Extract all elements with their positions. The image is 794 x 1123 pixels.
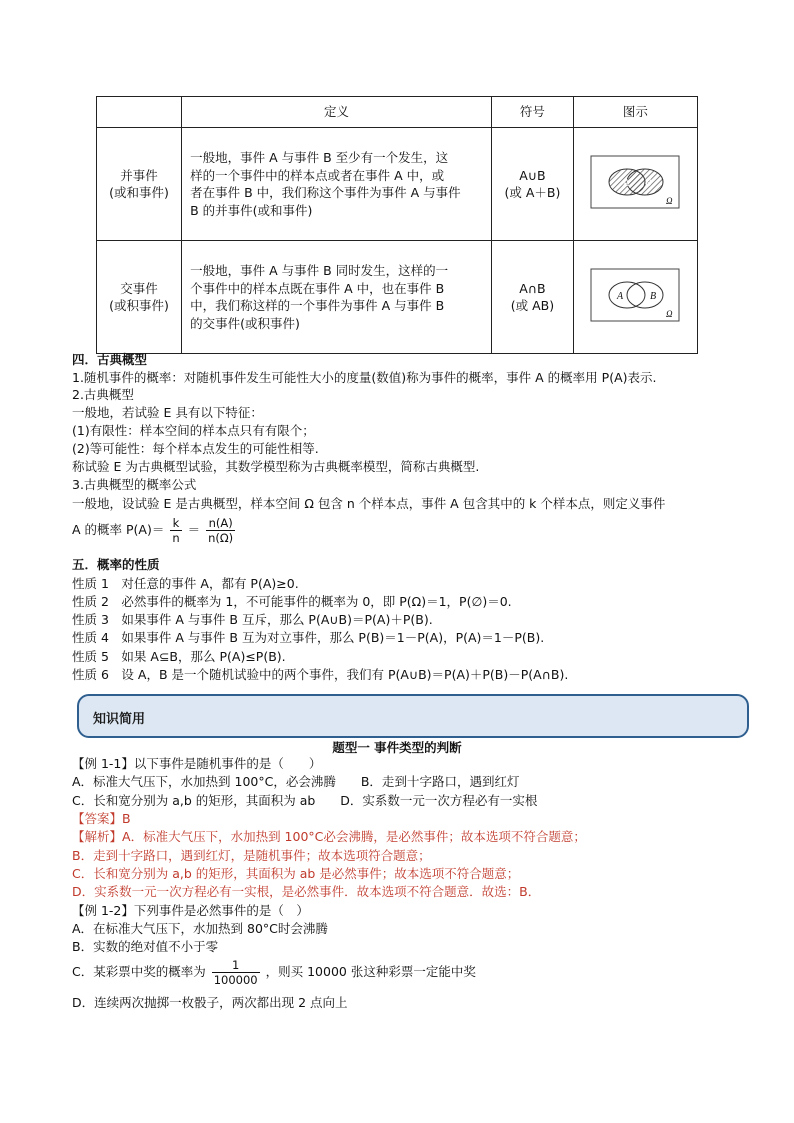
- symbol: A∪B: [519, 167, 546, 183]
- knowledge-banner: [77, 694, 749, 738]
- event-name-cell: [97, 128, 182, 241]
- analysis-line: [72, 829, 586, 845]
- table-header-row: [97, 97, 698, 128]
- paragraph-line: 一般地，设试验 E 是古典概型，样本空间 Ω 包含 n 个样本点，事件 A 包含其中的 k 个样本点，则定义事件: [72, 496, 666, 511]
- omega-label: Ω: [666, 308, 673, 319]
- section-4-title: 四．古典概型: [72, 352, 148, 367]
- fraction-nA-over-nOmega: [206, 516, 235, 545]
- question-stem: 【例 1-2】下列事件是必然事件的是（ ）: [72, 903, 309, 918]
- paragraph-line: 一般地，若试验 E 具有以下特征：: [72, 405, 263, 420]
- table-header-cell: 图示: [573, 97, 697, 128]
- event-name-alt: (或和事件): [109, 185, 169, 200]
- definition-cell: [182, 241, 492, 354]
- symbol-cell: [492, 241, 574, 354]
- property-line: 性质 1 对任意的事件 A，都有 P(A)≥0.: [72, 576, 299, 591]
- figure-cell: [573, 128, 697, 241]
- analysis-line: C．长和宽分别为 a,b 的矩形，其面积为 ab 是必然事件；故本选项不符合题意；: [72, 866, 520, 881]
- fraction-one-over-100000: [212, 958, 260, 987]
- table-header-cell: [97, 97, 182, 128]
- table-header-cell: 符号: [492, 97, 574, 128]
- event-name-cell: [97, 241, 182, 354]
- question-options: A．标准大气压下，水加热到 100°C，必会沸腾 B．走到十字路口，遇到红灯: [72, 774, 520, 789]
- paragraph-line: 称试验 E 为古典概型试验，其数学模型称为古典概率模型，简称古典概型.: [72, 459, 480, 474]
- definition-line: 中，我们称这样的一个事件为事件 A 与事件 B: [190, 298, 445, 313]
- analysis-line: B．走到十字路口，遇到红灯，是随机事件；故本选项符合题意；: [72, 848, 431, 863]
- fraction-denominator: 100000: [213, 973, 258, 987]
- table-row: [97, 241, 698, 354]
- omega-label: Ω: [666, 195, 673, 206]
- definition-line: 个事件中的样本点既在事件 A 中，也在事件 B: [190, 280, 445, 296]
- paragraph-line: (2)等可能性：每个样本点发生的可能性相等.: [72, 441, 319, 456]
- intersection-venn-diagram: [590, 268, 680, 322]
- property-line: 性质 3 如果事件 A 与事件 B 互斥，那么 P(A∪B)＝P(A)＋P(B).: [72, 612, 433, 627]
- symbol: A∩B: [519, 280, 546, 296]
- symbol-cell: [492, 128, 574, 241]
- paragraph-line: 1.随机事件的概率：对随机事件发生可能性大小的度量(数值)称为事件的概率，事件 A 的概率用 P(A)表示.: [72, 370, 657, 385]
- equals-sign: ＝: [187, 522, 201, 537]
- fraction-numerator: k: [170, 516, 181, 531]
- option-a: A．在标准大气压下，水加热到 80°C时会沸腾: [72, 921, 328, 936]
- definition-line: 者在事件 B 中，我们称这个事件为事件 A 与事件: [190, 185, 461, 200]
- option-c-prefix: C．某彩票中奖的概率为: [72, 964, 206, 979]
- figure-cell: [573, 241, 697, 354]
- fraction-denominator: n: [172, 531, 180, 545]
- event-name: 并事件: [120, 167, 158, 183]
- definition-line: 的交事件(或积事件): [190, 315, 300, 331]
- set-a-label: A: [623, 177, 630, 189]
- property-line: 性质 6 设 A，B 是一个随机试验中的两个事件，我们有 P(A∪B)＝P(A)＋P(B)－P(A∩B).: [72, 667, 569, 682]
- analysis-line: D．实系数一元一次方程必有一实根，是必然事件．故本选项不符合题意．故选：B．: [72, 884, 541, 899]
- question-stem: 【例 1-1】以下事件是随机事件的是（ ）: [72, 756, 322, 771]
- analysis-text: A．标准大气压下，水加热到 100°C必会沸腾，是必然事件；故本选项不符合题意；: [122, 829, 586, 844]
- option-b: B．实数的绝对值不小于零: [72, 939, 219, 954]
- paragraph-line: (1)有限性：样本空间的样本点只有有限个；: [72, 423, 315, 438]
- property-line: 性质 2 必然事件的概率为 1，不可能事件的概率为 0，即 P(Ω)＝1，P(∅)＝0.: [72, 594, 512, 609]
- fraction-numerator: 1: [212, 958, 260, 973]
- set-a-label: A: [617, 290, 624, 302]
- union-venn-diagram: [590, 155, 680, 209]
- answer-line: [72, 811, 131, 827]
- topic-title: 题型一 事件类型的判断: [332, 740, 462, 755]
- symbol-alt: (或 A＋B): [504, 185, 561, 200]
- formula-prefix: A 的概率 P(A)＝: [72, 522, 165, 537]
- option-d: D．连续两次抛掷一枚骰子，两次都出现 2 点向上: [72, 995, 348, 1010]
- analysis-tag: 【解析】: [72, 829, 123, 844]
- event-name-alt: (或积事件): [109, 298, 169, 313]
- definition-line: 一般地，事件 A 与事件 B 同时发生，这样的一: [190, 263, 449, 278]
- definition-cell: [182, 128, 492, 241]
- property-line: 性质 4 如果事件 A 与事件 B 互为对立事件，那么 P(B)＝1－P(A)，P(A)＝1－P(B).: [72, 630, 545, 645]
- definition-line: 样的一个事件中的样本点或者在事件 A 中，或: [190, 167, 445, 183]
- paragraph-line: 3.古典概型的概率公式: [72, 477, 197, 492]
- answer-tag: 【答案】: [72, 811, 123, 826]
- fraction-denominator: n(Ω): [208, 531, 234, 545]
- question-options: C．长和宽分别为 a,b 的矩形，其面积为 ab D．实系数一元一次方程必有一实根: [72, 793, 538, 808]
- option-c-suffix: ，则买 10000 张这种彩票一定能中奖: [265, 964, 476, 979]
- event-definition-table: [96, 96, 698, 354]
- definition-line: B 的并事件(或和事件): [190, 202, 313, 218]
- banner-label: 知识简用: [93, 712, 146, 727]
- section-5-title: 五．概率的性质: [72, 557, 160, 572]
- table-header-cell: 定义: [182, 97, 492, 128]
- table-row: [97, 128, 698, 241]
- fraction-k-over-n: [170, 516, 181, 545]
- property-line: 性质 5 如果 A⊆B，那么 P(A)≤P(B).: [72, 649, 286, 664]
- set-b-label: B: [645, 177, 652, 189]
- option-c: [72, 958, 476, 987]
- symbol-alt: (或 AB): [510, 298, 555, 313]
- set-b-label: B: [650, 290, 657, 302]
- probability-formula: [72, 516, 237, 545]
- answer-value: B: [122, 811, 131, 826]
- fraction-numerator: n(A): [206, 516, 235, 531]
- definition-line: 一般地，事件 A 与事件 B 至少有一个发生，这: [190, 150, 449, 165]
- paragraph-line: 2.古典概型: [72, 387, 134, 402]
- event-name: 交事件: [120, 280, 158, 296]
